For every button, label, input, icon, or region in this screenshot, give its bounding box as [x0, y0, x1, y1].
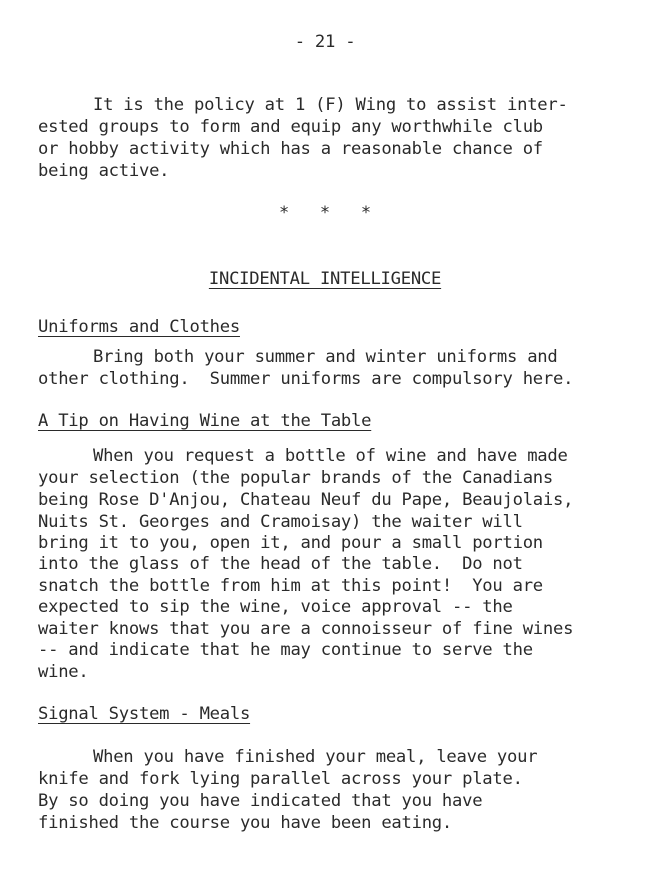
signal-line: finished the course you have been eating. [38, 813, 453, 833]
signal-line: knife and fork lying parallel across your plate. [38, 769, 523, 789]
uniforms-heading: Uniforms and Clothes [38, 317, 240, 337]
wine-line: into the glass of the head of the table. Do not [38, 554, 523, 574]
section-title: INCIDENTAL INTELLIGENCE [208, 269, 442, 289]
uniforms-line: other clothing. Summer uniforms are compulsory here. [38, 369, 574, 389]
wine-line: bring it to you, open it, and pour a small portion [38, 533, 543, 553]
signal-heading: Signal System - Meals [38, 704, 251, 724]
wine-heading: A Tip on Having Wine at the Table [38, 411, 372, 431]
intro-line: or hobby activity which has a reasonable chance of [38, 139, 543, 159]
wine-line: wine. [38, 662, 89, 682]
wine-line: snatch the bottle from him at this point! You are [38, 576, 543, 596]
section-separator: * * * [278, 203, 372, 223]
wine-line: waiter knows that you are a connoisseur of fine wines [38, 619, 574, 639]
wine-line: When you request a bottle of wine and have made [93, 446, 568, 466]
wine-line: being Rose D'Anjou, Chateau Neuf du Pape, Beaujolais, [38, 490, 574, 510]
wine-line: Nuits St. Georges and Cramoisay) the waiter will [38, 512, 523, 532]
uniforms-line: Bring both your summer and winter uniforms and [93, 347, 558, 367]
intro-line: ested groups to form and equip any worthwhile club [38, 117, 543, 137]
signal-line: When you have finished your meal, leave your [93, 747, 538, 767]
intro-line: being active. [38, 161, 170, 181]
wine-line: your selection (the popular brands of the Canadians [38, 468, 553, 488]
signal-line: By so doing you have indicated that you have [38, 791, 483, 811]
intro-line: It is the policy at 1 (F) Wing to assist inter- [93, 95, 568, 115]
wine-line: expected to sip the wine, voice approval -- the [38, 597, 513, 617]
page-number: - 21 - [294, 32, 356, 52]
wine-line: -- and indicate that he may continue to serve the [38, 640, 533, 660]
